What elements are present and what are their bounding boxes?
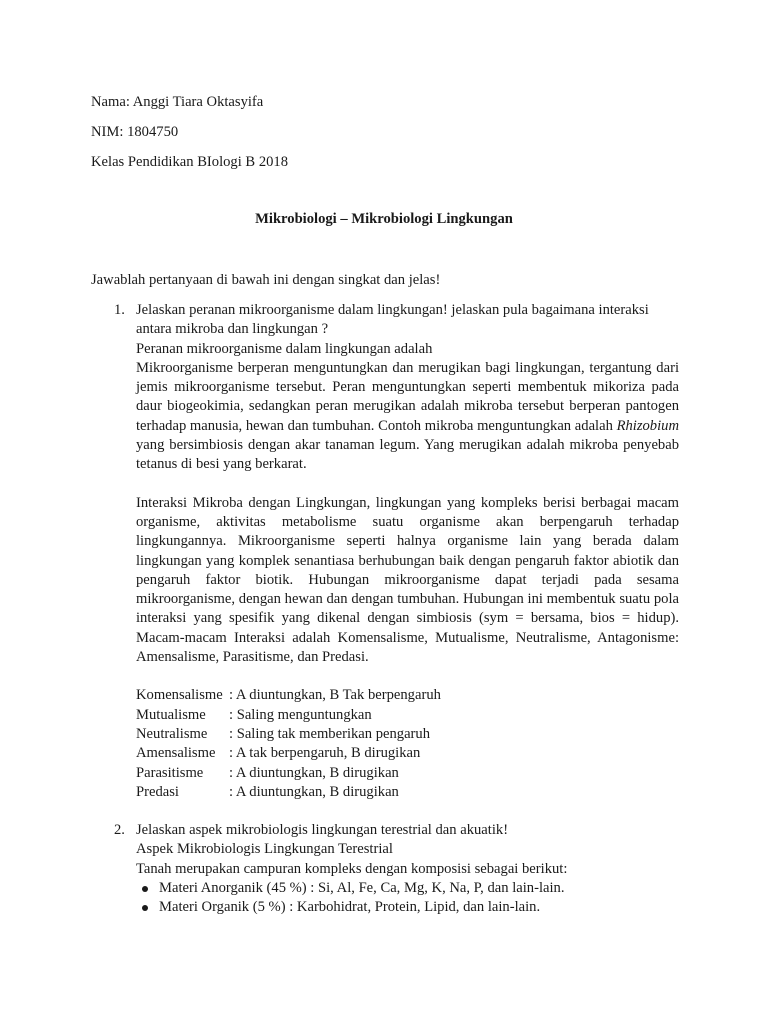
question-text: Jelaskan aspek mikrobiologis lingkungan terestrial dan akuatik! bbox=[136, 822, 509, 838]
interaction-row bbox=[136, 686, 679, 705]
question-text: Jelaskan peranan mikroorganisme dalam lingkungan! jelaskan pula bagaimana interaksi antara mikroba dan lingkungan ? bbox=[136, 302, 649, 338]
interaction-list bbox=[136, 686, 679, 802]
interaction-row bbox=[136, 706, 679, 725]
interaction-name: Amensalisme bbox=[136, 745, 216, 762]
question-number: 2. bbox=[114, 822, 125, 838]
document-title: Mikrobiologi – Mikrobiologi Lingkungan bbox=[255, 211, 513, 227]
instruction-text: Jawablah pertanyaan di bawah ini dengan singkat dan jelas! bbox=[91, 272, 441, 288]
interaction-name: Predasi bbox=[136, 783, 179, 800]
list-item: Materi Anorganik (45 %) : Si, Al, Fe, Ca, Mg, K, Na, P, dan lain-lain. bbox=[136, 879, 679, 898]
interaction-desc: : A diuntungkan, B dirugikan bbox=[229, 783, 399, 800]
interaction-desc: : A diuntungkan, B dirugikan bbox=[229, 764, 399, 781]
bullet-icon bbox=[142, 905, 148, 911]
list-item: Materi Organik (5 %) : Karbohidrat, Protein, Lipid, dan lain-lain. bbox=[136, 898, 679, 917]
student-name: Nama: Anggi Tiara Oktasyifa bbox=[91, 94, 264, 110]
student-nim: NIM: 1804750 bbox=[91, 124, 179, 140]
interaction-name: Mutualisme bbox=[136, 706, 206, 723]
student-class: Kelas Pendidikan BIologi B 2018 bbox=[91, 154, 289, 170]
answer-paragraph-1: Mikroorganisme berperan menguntungkan dan merugikan bagi lingkungan, tergantung dari jemis mikroorganisme tersebut. Peran menguntungkan seperti membentuk mikoriza pada daur biogeokimia, sedangkan peran merugikan adalah mikroba tersebut berperan pantogen terhadap manusia, hewan dan tumbuhan. Contoh mikroba menguntungkan adalah Rhizobium yang bersimbiosis dengan akar tanaman legum. Yang merugikan adalah mikroba penyebab tetanus di besi yang berkarat. bbox=[136, 359, 679, 473]
interaction-name: Komensalisme bbox=[136, 687, 223, 704]
bullet-icon bbox=[142, 886, 148, 892]
interaction-desc: : Saling tak memberikan pengaruh bbox=[229, 725, 431, 742]
question-number: 1. bbox=[114, 302, 125, 318]
interaction-row bbox=[136, 725, 679, 744]
interaction-row bbox=[136, 764, 679, 783]
question-2-body bbox=[136, 821, 679, 917]
interaction-row bbox=[136, 744, 679, 763]
answer-subheading: Peranan mikroorganisme dalam lingkungan adalah bbox=[136, 340, 433, 357]
interaction-desc: : A tak berpengaruh, B dirugikan bbox=[229, 745, 421, 762]
interaction-name: Parasitisme bbox=[136, 764, 204, 781]
interaction-desc: : Saling menguntungkan bbox=[229, 706, 372, 723]
question-1-body bbox=[136, 301, 679, 802]
answer-paragraph-2: Interaksi Mikroba dengan Lingkungan, lingkungan yang kompleks berisi berbagai macam organisme, aktivitas metabolisme suatu organisme akan berpengaruh terhadap lingkungannya. Mikroorganisme seperti halnya organisme lain yang berada dalam lingkungan yang komplek senantiasa berhubungan baik dengan pengaruh faktor abiotik dan pengaruh faktor biotik. Hubungan mikroorganisme dapat terjadi pada sesama mikroorganisme, dengan hewan dan dengan tumbuhan. Hubungan ini membentuk suatu pola interaksi yang spesifik yang dikenal dengan simbiosis (sym = bersama, bios = hidup). Macam-macam Interaksi adalah Komensalisme, Mutualisme, Neutralisme, Antagonisme: Amensalisme, Parasitisme, dan Predasi. bbox=[136, 494, 679, 666]
italic-term: Rhizobium bbox=[616, 417, 679, 434]
interaction-name: Neutralisme bbox=[136, 725, 208, 742]
composition-list bbox=[136, 879, 679, 918]
interaction-desc: : A diuntungkan, B Tak berpengaruh bbox=[229, 687, 441, 704]
answer-subheading: Aspek Mikrobiologis Lingkungan Terestrial bbox=[136, 841, 393, 858]
interaction-row bbox=[136, 783, 679, 802]
answer-intro: Tanah merupakan campuran kompleks dengan komposisi sebagai berikut: bbox=[136, 860, 568, 877]
